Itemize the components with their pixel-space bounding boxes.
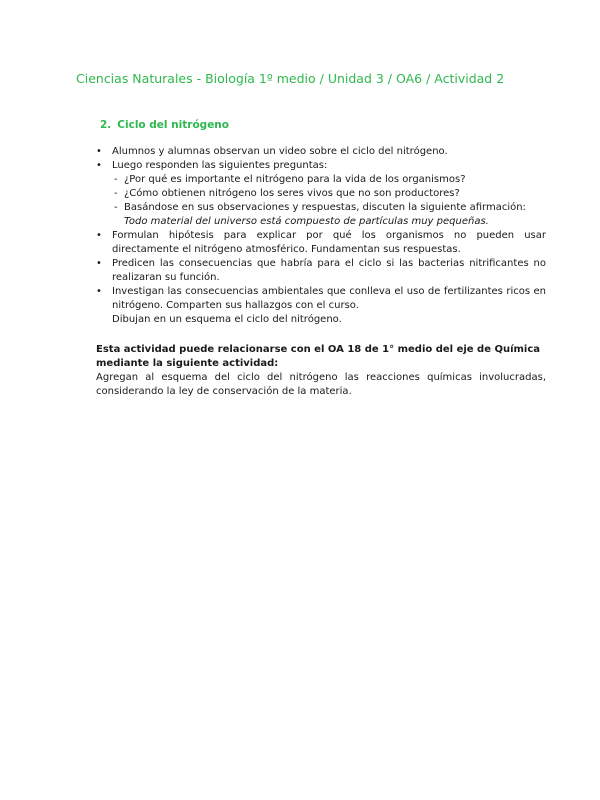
sub-list-item — [112, 187, 546, 201]
sub-list-item — [112, 173, 546, 187]
list-item-text: Formulan hipótesis para explicar por qué los organismos no pueden usar directamente el nitrógeno atmosférico. Fundamentan sus respuestas. — [112, 230, 546, 255]
section-title — [100, 118, 229, 132]
bullet-icon: • — [96, 160, 102, 171]
relation-block — [96, 343, 546, 399]
relation-body: Agregan al esquema del ciclo del nitrógeno las reacciones químicas involucradas, considerando la ley de conservación de la materia. — [96, 372, 546, 397]
section-number: 2. — [100, 119, 112, 131]
bullet-icon: • — [96, 258, 102, 269]
dash-icon: - — [114, 174, 118, 185]
dash-icon: - — [114, 188, 118, 199]
list-item — [96, 229, 546, 257]
relation-title: Esta actividad puede relacionarse con el OA 18 de 1° medio del eje de Química mediante la siguiente actividad: — [96, 344, 541, 369]
bullet-icon: • — [96, 146, 102, 157]
sub-list-item-text: Basándose en sus observaciones y respuestas, discuten la siguiente afirmación: — [124, 202, 526, 213]
follow-up-line: Dibujan en un esquema el ciclo del nitrógeno. — [112, 314, 342, 325]
list-item — [96, 257, 546, 285]
list-item-text: Investigan las consecuencias ambientales que conlleva el uso de fertilizantes ricos en nitrógeno. Comparten sus hallazgos con el curso. — [112, 286, 546, 311]
page-header-breadcrumb: Ciencias Naturales - Biología 1º medio / Unidad 3 / OA6 / Actividad 2 — [76, 71, 505, 86]
activity-list — [96, 145, 546, 313]
list-item-text: Predicen las consecuencias que habría para el ciclo si las bacterias nitrificantes no realizaran su función. — [112, 258, 546, 283]
activity-content — [96, 145, 546, 399]
sub-list-item — [112, 201, 546, 229]
list-item — [96, 145, 546, 159]
quote-statement: Todo material del universo está compuesto de partículas muy pequeñas. — [124, 216, 489, 227]
bullet-icon: • — [96, 230, 102, 241]
sub-list-item-text: ¿Por qué es importante el nitrógeno para la vida de los organismos? — [124, 174, 466, 185]
list-item-text: Alumnos y alumnas observan un video sobre el ciclo del nitrógeno. — [112, 146, 448, 157]
list-item-text: Luego responden las siguientes preguntas: — [112, 160, 328, 171]
bullet-icon: • — [96, 286, 102, 297]
list-item — [96, 159, 546, 229]
question-list — [112, 173, 546, 229]
dash-icon: - — [114, 202, 118, 213]
list-item — [96, 285, 546, 313]
sub-list-item-text: ¿Cómo obtienen nitrógeno los seres vivos que no son productores? — [124, 188, 460, 199]
section-title-text: Ciclo del nitrógeno — [117, 119, 229, 131]
